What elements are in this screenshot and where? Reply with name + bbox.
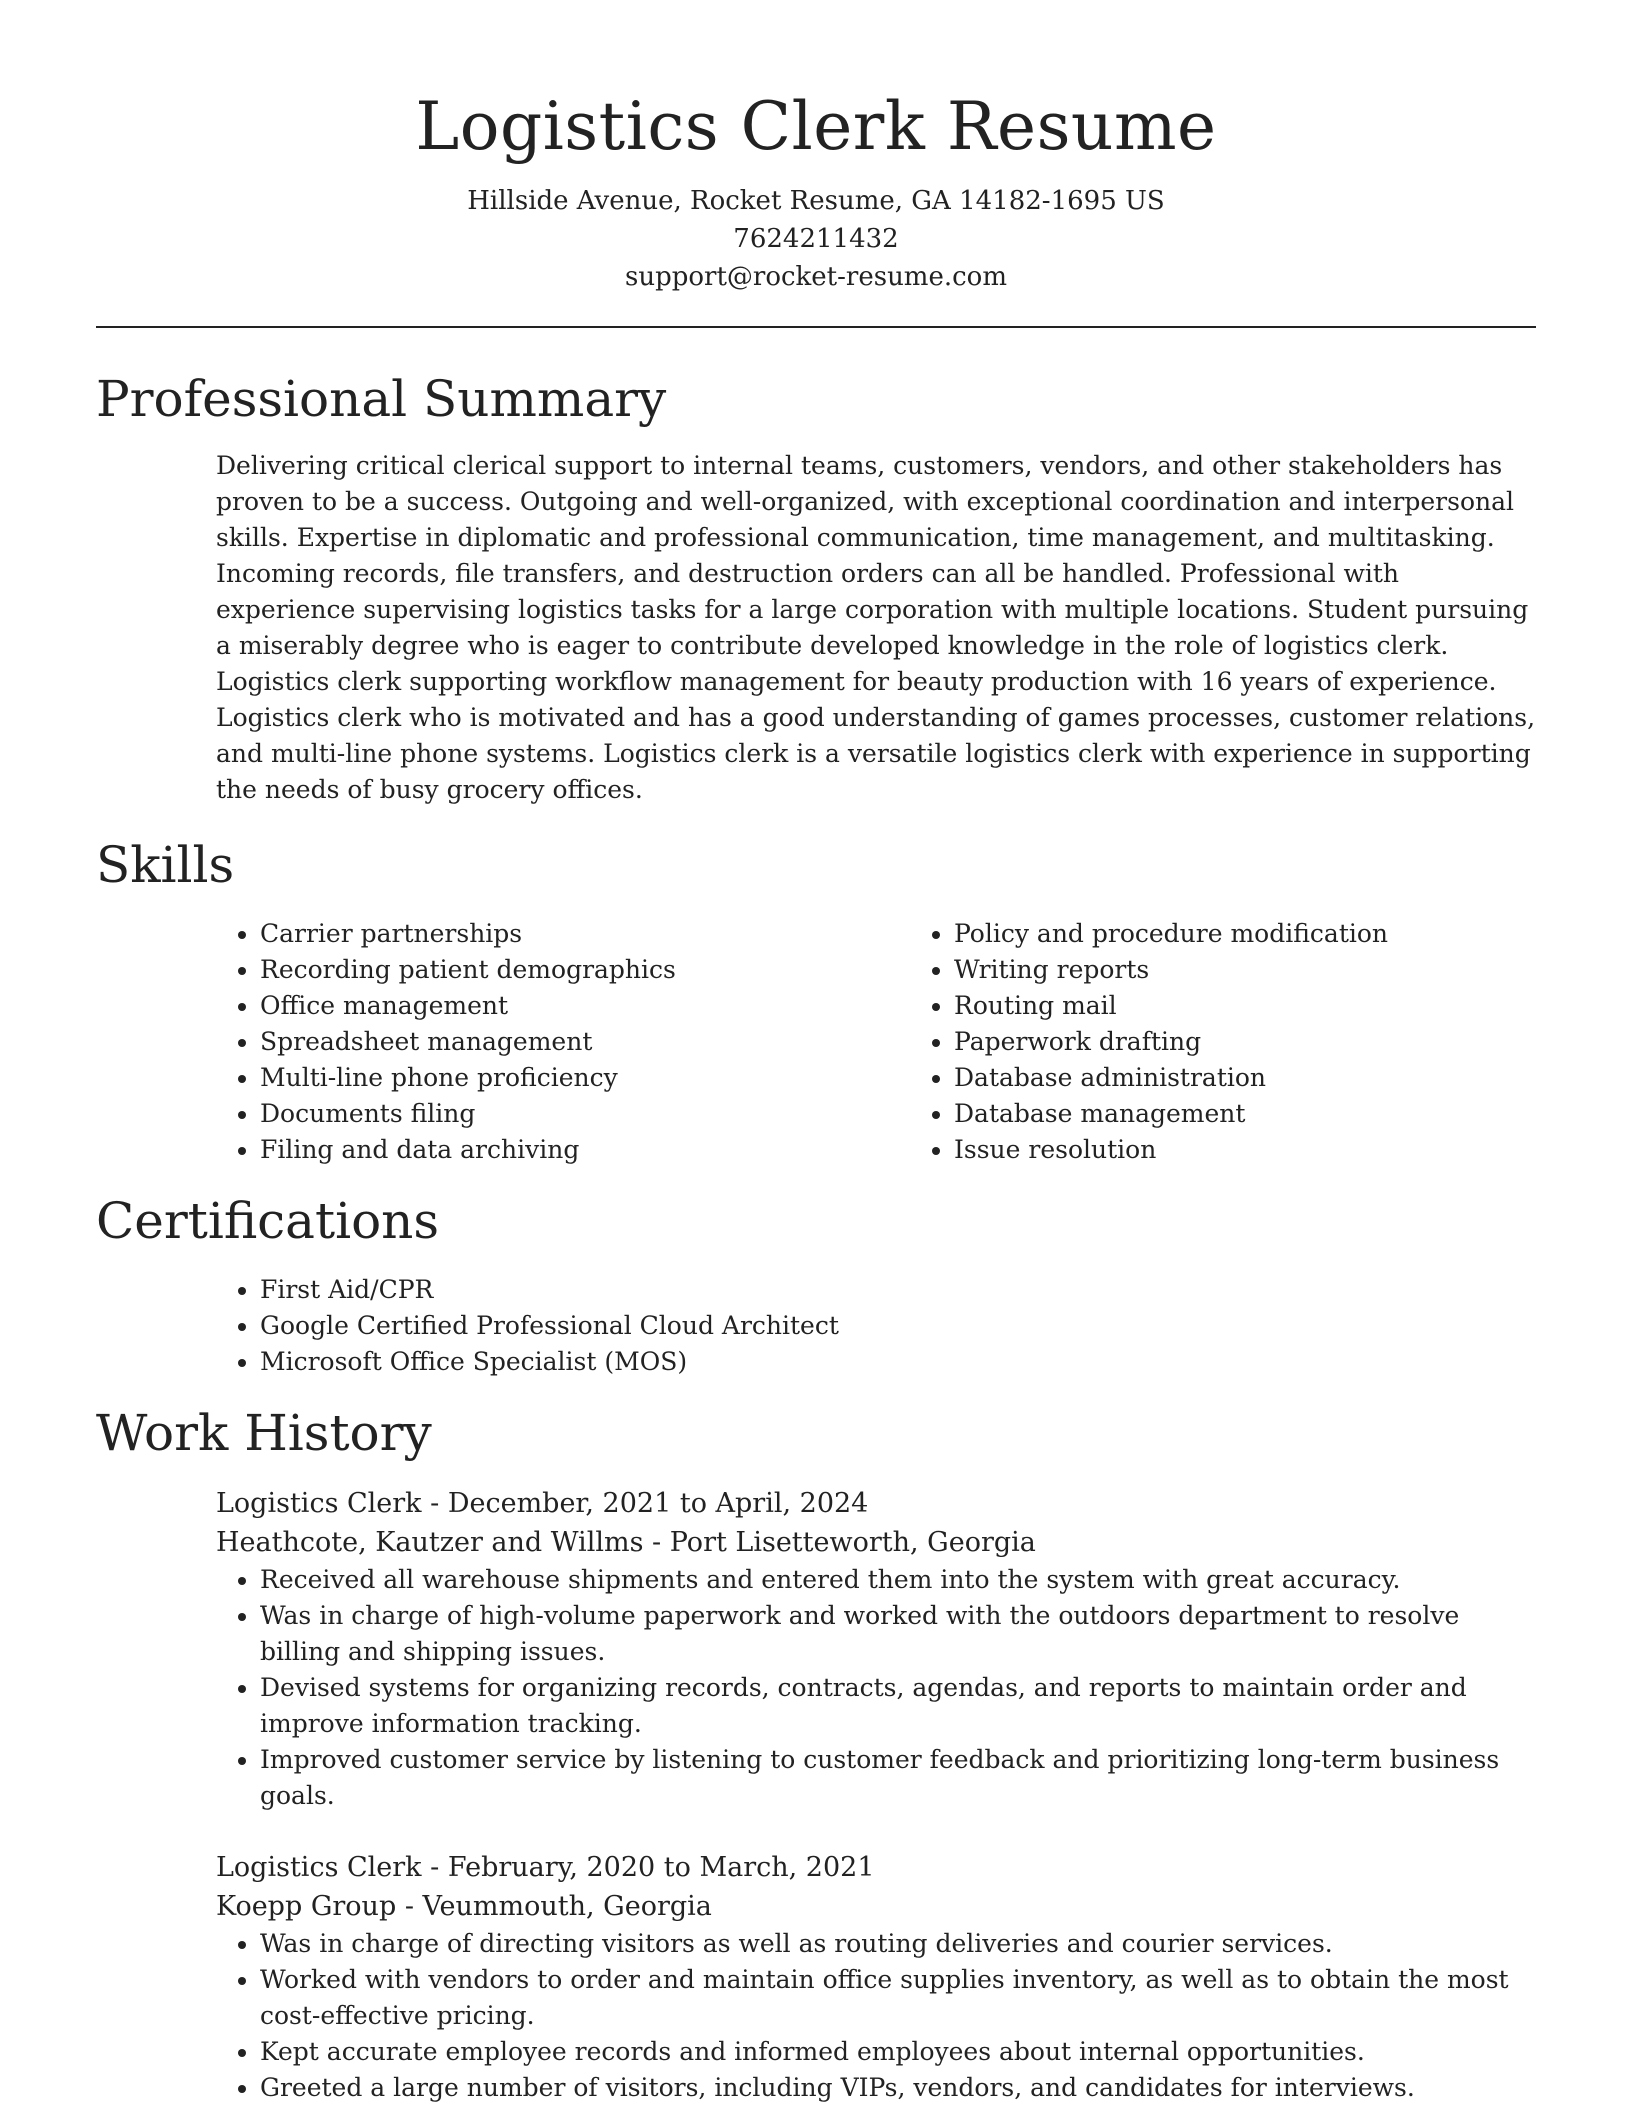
job-dates: - February, 2020 to March, 2021 xyxy=(430,1852,875,1883)
job-bullet: • Received all warehouse shipments and entered them into the system with great accuracy. xyxy=(260,1562,1536,1598)
skill-item: • Issue resolution xyxy=(954,1132,1604,1168)
skills-list-right xyxy=(910,916,1604,1168)
work-history-heading: Work History xyxy=(96,1404,432,1462)
resume-header xyxy=(96,82,1536,296)
skill-item: • Multi-line phone proficiency xyxy=(260,1060,910,1096)
skill-item: • Writing reports xyxy=(954,952,1604,988)
skills-heading: Skills xyxy=(96,836,235,894)
job-entry xyxy=(216,1848,1536,2106)
job-bullet: • Kept accurate employee records and informed employees about internal opportunities. xyxy=(260,2034,1536,2070)
skill-item: • Recording patient demographics xyxy=(260,952,910,988)
job-bullet: • Improved customer service by listening to customer feedback and prioritizing long-term business goals. xyxy=(260,1742,1536,1814)
certifications-body xyxy=(216,1272,1536,1380)
skill-item: • Documents filing xyxy=(260,1096,910,1132)
contact-email: support@rocket-resume.com xyxy=(624,262,1007,292)
job-company: Koepp Group xyxy=(216,1891,397,1922)
job-bullet: • Was in charge of directing visitors as well as routing deliveries and courier services. xyxy=(260,1926,1536,1962)
job-bullet: • Was in charge of high-volume paperwork and worked with the outdoors department to resolve billing and shipping issues. xyxy=(260,1598,1536,1670)
skill-item: • Routing mail xyxy=(954,988,1604,1024)
resume-title: Logistics Clerk Resume xyxy=(415,88,1217,165)
skill-item: • Paperwork drafting xyxy=(954,1024,1604,1060)
job-location: - Veummouth, Georgia xyxy=(404,1891,712,1922)
job-entry xyxy=(216,1484,1536,1814)
job-company-line xyxy=(216,1523,1536,1562)
certification-item: • Google Certified Professional Cloud Architect xyxy=(260,1308,1536,1344)
skills-list-left xyxy=(216,916,910,1168)
skill-item: • Policy and procedure modification xyxy=(954,916,1604,952)
summary-heading: Professional Summary xyxy=(96,370,667,428)
skill-item: • Filing and data archiving xyxy=(260,1132,910,1168)
job-company-line xyxy=(216,1887,1536,1926)
contact-phone: 7624211432 xyxy=(733,224,899,254)
certification-item: • Microsoft Office Specialist (MOS) xyxy=(260,1344,1536,1380)
job-bullets xyxy=(216,1926,1536,2106)
job-title-line xyxy=(216,1848,1536,1887)
job-role: Logistics Clerk xyxy=(216,1852,422,1883)
skill-item: • Office management xyxy=(260,988,910,1024)
summary-body xyxy=(216,448,1536,808)
certifications-list xyxy=(216,1272,1536,1380)
job-company: Heathcote, Kautzer and Willms xyxy=(216,1527,644,1558)
contact-address: Hillside Avenue, Rocket Resume, GA 14182-1695 US xyxy=(467,186,1165,216)
job-bullet: • Devised systems for organizing records, contracts, agendas, and reports to maintain order and improve information tracking. xyxy=(260,1670,1536,1742)
skill-item: • Database management xyxy=(954,1096,1604,1132)
skills-columns xyxy=(216,916,1536,1168)
certification-item: • First Aid/CPR xyxy=(260,1272,1536,1308)
skill-item: • Carrier partnerships xyxy=(260,916,910,952)
job-bullet: • Greeted a large number of visitors, including VIPs, vendors, and candidates for interviews. xyxy=(260,2070,1536,2106)
job-role: Logistics Clerk xyxy=(216,1488,422,1519)
job-bullet: • Worked with vendors to order and maintain office supplies inventory, as well as to obtain the most cost-effective pricing. xyxy=(260,1962,1536,2034)
header-divider xyxy=(96,326,1536,328)
job-title-line xyxy=(216,1484,1536,1523)
job-location: - Port Lisetteworth, Georgia xyxy=(652,1527,1036,1558)
skill-item: • Database administration xyxy=(954,1060,1604,1096)
contact-block xyxy=(96,182,1536,296)
summary-text: Delivering critical clerical support to internal teams, customers, vendors, and other stakeholders has proven to be a success. Outgoing and well-organized, with exceptional coordination and interpersonal skills. Expertise in diplomatic and professional communication, time management, and multitasking. Incoming records, file transfers, and destruction orders can all be handled. Professional with experience supervising logistics tasks for a large corporation with multiple locations. Student pursuing a miserably degree who is eager to contribute developed knowledge in the role of logistics clerk. Logistics clerk supporting workflow management for beauty production with 16 years of experience. Logistics clerk who is motivated and has a good understanding of games processes, customer relations, and multi-line phone systems. Logistics clerk is a versatile logistics clerk with experience in supporting the needs of busy grocery offices. xyxy=(216,451,1536,804)
skill-item: • Spreadsheet management xyxy=(260,1024,910,1060)
job-dates: - December, 2021 to April, 2024 xyxy=(430,1488,869,1519)
certifications-heading: Certifications xyxy=(96,1192,440,1250)
job-bullets xyxy=(216,1562,1536,1814)
